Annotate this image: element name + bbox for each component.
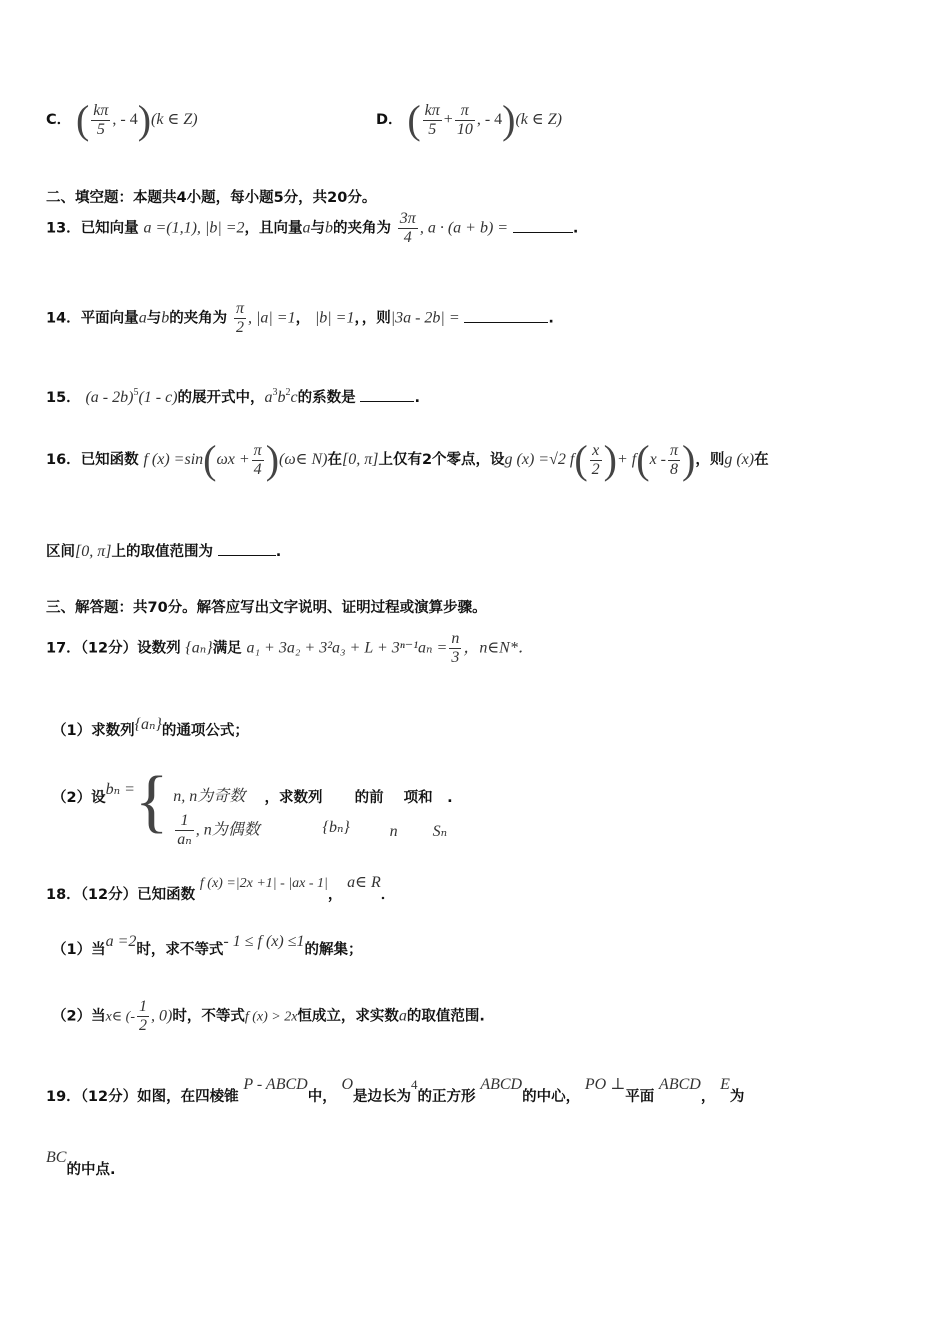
open-paren: (	[203, 437, 217, 482]
open-paren: (	[75, 97, 90, 142]
q18-math-2: a∈ R	[347, 874, 381, 891]
section2-heading: 二、填空题：本题共4小题，每小题5分，共20分。	[46, 190, 377, 206]
q17-part-2	[52, 762, 453, 849]
frac-numerator: kπ	[93, 101, 109, 119]
q19-text-6: ，	[700, 1089, 716, 1105]
frac-numerator: 1	[175, 812, 193, 831]
open-paren: (	[407, 97, 421, 142]
q19-number: 19．	[46, 1089, 81, 1105]
q16-math-3: (ω∈ N)	[279, 451, 328, 468]
q14-end: .	[548, 310, 554, 327]
frac-denominator: 2	[591, 460, 600, 478]
q13-end: .	[572, 220, 579, 237]
frac-denominator: 3	[451, 649, 460, 666]
q16-math-5: g (x) =√2 f	[504, 451, 575, 468]
q14-vec-a: a	[138, 309, 147, 327]
q16-line2-interval: [0, π]	[75, 543, 112, 560]
q17-case2-tail: , n为偶数	[195, 821, 260, 838]
close-paren: )	[265, 437, 280, 482]
frac-numerator: π	[253, 441, 262, 459]
q15-math-2: (1 - c)	[138, 389, 178, 406]
q18-p2-fraction	[137, 998, 149, 1035]
q14-angle-fraction	[234, 300, 246, 337]
q14-text-2: 与	[146, 310, 162, 327]
q18-part-2	[52, 998, 485, 1035]
q16-end: .	[275, 544, 282, 560]
q18-p2-math-1: x∈ (-	[105, 1009, 135, 1025]
q18-p2-math-2: , 0)	[151, 1007, 173, 1025]
q15-var-a: a	[264, 389, 273, 406]
q13-vec-b: b	[325, 219, 334, 237]
q18-part-1	[52, 932, 362, 959]
option-c-condition: (k ∈ Z)	[151, 111, 198, 128]
q17-p2-label: （2）设	[52, 790, 106, 806]
q17-p2-text-3: 项和	[403, 790, 433, 806]
q17-p2-sequence: {bₙ}	[322, 819, 350, 836]
option-d-label: D．	[376, 112, 403, 128]
q16-text-5: ，则	[695, 452, 725, 468]
q19-math-2: O	[341, 1076, 354, 1093]
q15-text-1: 的展开式中，	[177, 390, 265, 406]
q17-math-1: a₁ + 3a₂ + 3²a₃ + L + 3ⁿ⁻¹aₙ =	[246, 639, 448, 657]
q17-points: （12分）设数列	[80, 640, 181, 657]
open-paren: (	[636, 437, 650, 482]
q16-fraction-2	[590, 442, 602, 479]
q16-math-8: g (x)	[724, 451, 755, 468]
q16-text-6: 在	[754, 452, 769, 468]
frac-denominator: 8	[670, 460, 678, 478]
q14-vec-b: b	[161, 309, 170, 327]
question-14	[46, 300, 554, 337]
frac-numerator: π	[235, 300, 244, 317]
q13-math-2: , a · (a + b) =	[419, 219, 509, 237]
q13-text-3: 与	[310, 220, 326, 237]
q13-number: 13．	[46, 220, 81, 237]
q19-line2-text: 的中点.	[66, 1162, 116, 1178]
option-d-fraction-1	[423, 102, 442, 139]
q18-p1-math-1: a =2	[105, 933, 137, 950]
q18-number: 18．	[46, 887, 81, 903]
q14-text-5: ，，则	[354, 310, 391, 327]
frac-numerator: n	[451, 630, 460, 647]
q17-math-2: ，n∈N*．	[463, 639, 534, 657]
q17-p1-label: （1）求数列	[52, 723, 135, 739]
q16-text-3: 上仅有	[378, 452, 422, 468]
q16-fraction-1	[252, 442, 264, 479]
q13-vec-a: a	[302, 219, 311, 237]
q17-fraction	[449, 630, 461, 667]
option-d-tail: , - 4	[476, 111, 503, 128]
q18-end: ．	[380, 887, 396, 903]
q18-p2-label: （2）当	[52, 1008, 106, 1025]
q15-var-b: b	[277, 389, 286, 406]
q17-p2-end: .	[447, 790, 453, 806]
q13-text-2: ，且向量	[244, 220, 303, 237]
q15-text-2: 的系数是	[297, 390, 356, 406]
q17-p2-b: bₙ =	[105, 781, 135, 798]
q18-p2-a: a	[398, 1007, 407, 1025]
q17-case-1: n, n为奇数	[173, 787, 246, 805]
q19-text-3: 的正方形	[417, 1089, 476, 1105]
q17-p1-sequence: {aₙ}	[134, 716, 162, 733]
question-17	[46, 630, 534, 667]
frac-numerator: x	[590, 442, 602, 461]
frac-numerator: kπ	[424, 101, 440, 119]
q15-number: 15．	[46, 390, 81, 406]
q15-exp-1: 5	[133, 387, 139, 398]
question-13	[46, 210, 578, 247]
q16-line2-text-1: 区间	[46, 544, 75, 560]
q18-p2-text-1: 时，不等式	[172, 1008, 245, 1025]
question-19-line-2	[46, 1148, 115, 1179]
q19-text-2: 是边长为	[353, 1089, 412, 1105]
q16-math-6: + f	[616, 451, 637, 468]
q14-text-4: ，	[295, 310, 311, 327]
q16-zero-count: 2	[421, 452, 433, 468]
q13-text-4: 的夹角为	[333, 220, 392, 237]
close-paren: )	[603, 437, 617, 482]
q19-math-3: 4	[411, 1077, 418, 1092]
section3-heading: 三、解答题：共70分。解答应写出文字说明、证明过程或演算步骤。	[46, 600, 487, 616]
q16-math-1: f (x) =sin	[143, 451, 204, 468]
q16-text-1: 已知函数	[80, 452, 139, 468]
q18-points: （12分）已知函数	[80, 887, 196, 903]
open-paren: (	[574, 437, 588, 482]
q17-case2-fraction	[175, 812, 193, 849]
question-16	[46, 437, 769, 482]
frac-denominator: 4	[253, 460, 262, 478]
frac-denominator: 10	[456, 120, 473, 138]
q19-text-4: 的中心，	[522, 1089, 581, 1105]
q15-var-c: c	[290, 389, 298, 406]
q18-math-1: f (x) =|2x +1| - |ax - 1|	[199, 876, 328, 891]
q18-text-1: ，	[327, 887, 343, 903]
frac-denominator: 2	[235, 319, 244, 336]
q17-part-1	[52, 714, 249, 740]
answer-blank[interactable]	[513, 218, 573, 233]
q14-math-2: |b| =1	[314, 309, 355, 327]
brace-icon: {	[134, 763, 169, 840]
frac-denominator: 2	[139, 1017, 147, 1034]
option-c-fraction	[91, 102, 110, 139]
q14-text-1: 平面向量	[80, 310, 139, 327]
question-15	[46, 386, 420, 407]
option-c	[46, 97, 198, 142]
q19-text-1: 中，	[307, 1089, 337, 1105]
q18-p2-math-3: f (x) > 2x	[244, 1009, 298, 1025]
q13-text-1: 已知向量	[80, 220, 139, 237]
q15-exp-2: 3	[272, 387, 278, 398]
q18-p1-text-1: 时，求不等式	[136, 942, 224, 958]
question-18	[46, 872, 395, 904]
frac-denominator: 5	[96, 120, 105, 138]
option-d-fraction-2	[455, 102, 475, 139]
q14-math-1: , |a| =1	[247, 309, 296, 327]
q13-angle-fraction	[398, 210, 418, 247]
q19-math-4: ABCD	[480, 1076, 523, 1093]
q17-p2-S: Sₙ	[432, 823, 448, 840]
close-paren: )	[682, 437, 696, 482]
q17-p2-n: n	[389, 823, 398, 840]
question-16-line-2	[46, 540, 281, 561]
q19-math-5: PO ⊥	[584, 1076, 626, 1093]
q16-math-7: x -	[649, 451, 666, 468]
q17-case-2	[173, 812, 260, 849]
q16-number: 16．	[46, 452, 81, 468]
frac-denominator: aₙ	[177, 830, 192, 848]
q16-text-4: 个零点，设	[432, 452, 505, 468]
q14-math-3: |3a - 2b| =	[390, 309, 460, 327]
q19-math-7: E	[720, 1076, 730, 1093]
option-c-tail: , - 4	[112, 111, 138, 128]
q19-points: （12分）如图，在四棱锥	[80, 1089, 239, 1105]
q17-number: 17．	[46, 640, 81, 657]
q19-text-7: 为	[729, 1089, 745, 1105]
plus-sign: +	[443, 111, 453, 128]
close-paren: )	[502, 97, 516, 142]
q18-p2-text-2: 恒成立，求实数	[297, 1008, 399, 1025]
q13-math-1: a =(1,1), |b| =2	[143, 219, 245, 237]
frac-denominator: 4	[403, 229, 412, 246]
option-c-label: C．	[46, 112, 72, 128]
q14-text-3: 的夹角为	[169, 310, 228, 327]
frac-numerator: 1	[139, 998, 147, 1015]
q17-p2-text-1: ，求数列	[264, 790, 323, 806]
q15-end: .	[414, 390, 420, 406]
q17-piecewise	[173, 783, 260, 849]
frac-numerator: π	[455, 102, 475, 121]
q17-sequence: {aₙ}	[185, 639, 213, 657]
q18-p1-math-2: - 1 ≤ f (x) ≤1	[223, 933, 305, 950]
q15-exp-3: 2	[285, 387, 291, 398]
q16-interval: [0, π]	[341, 451, 379, 468]
frac-numerator: π	[670, 441, 679, 459]
q18-p1-text-2: 的解集；	[304, 942, 363, 958]
frac-numerator: 3π	[399, 210, 416, 227]
answer-blank[interactable]	[464, 308, 548, 323]
q16-fraction-3	[668, 442, 680, 479]
answer-blank[interactable]	[360, 387, 414, 402]
q17-text-1: 满足	[212, 640, 242, 657]
q17-p1-tail: 的通项公式；	[161, 723, 249, 739]
q15-math-1: (a - 2b)	[85, 389, 134, 406]
q18-p1-label: （1）当	[52, 942, 106, 958]
option-d	[376, 97, 562, 142]
q16-math-2: ωx +	[216, 451, 250, 468]
close-paren: )	[137, 97, 152, 142]
q14-number: 14．	[46, 310, 81, 327]
q16-text-2: 在	[327, 452, 342, 468]
q19-text-5: 平面	[625, 1089, 655, 1105]
answer-blank[interactable]	[218, 541, 276, 556]
question-19	[46, 1074, 744, 1106]
q19-line2-math: BC	[46, 1149, 67, 1166]
q17-p2-text-2: 的前	[354, 790, 384, 806]
q19-math-6: ABCD	[659, 1076, 701, 1093]
q19-math-1: P - ABCD	[243, 1076, 308, 1093]
frac-denominator: 5	[428, 120, 437, 138]
option-d-condition: (k ∈ Z)	[515, 111, 562, 128]
q16-line2-text-2: 上的取值范围为	[111, 544, 213, 560]
q18-p2-text-3: 的取值范围.	[406, 1008, 485, 1025]
